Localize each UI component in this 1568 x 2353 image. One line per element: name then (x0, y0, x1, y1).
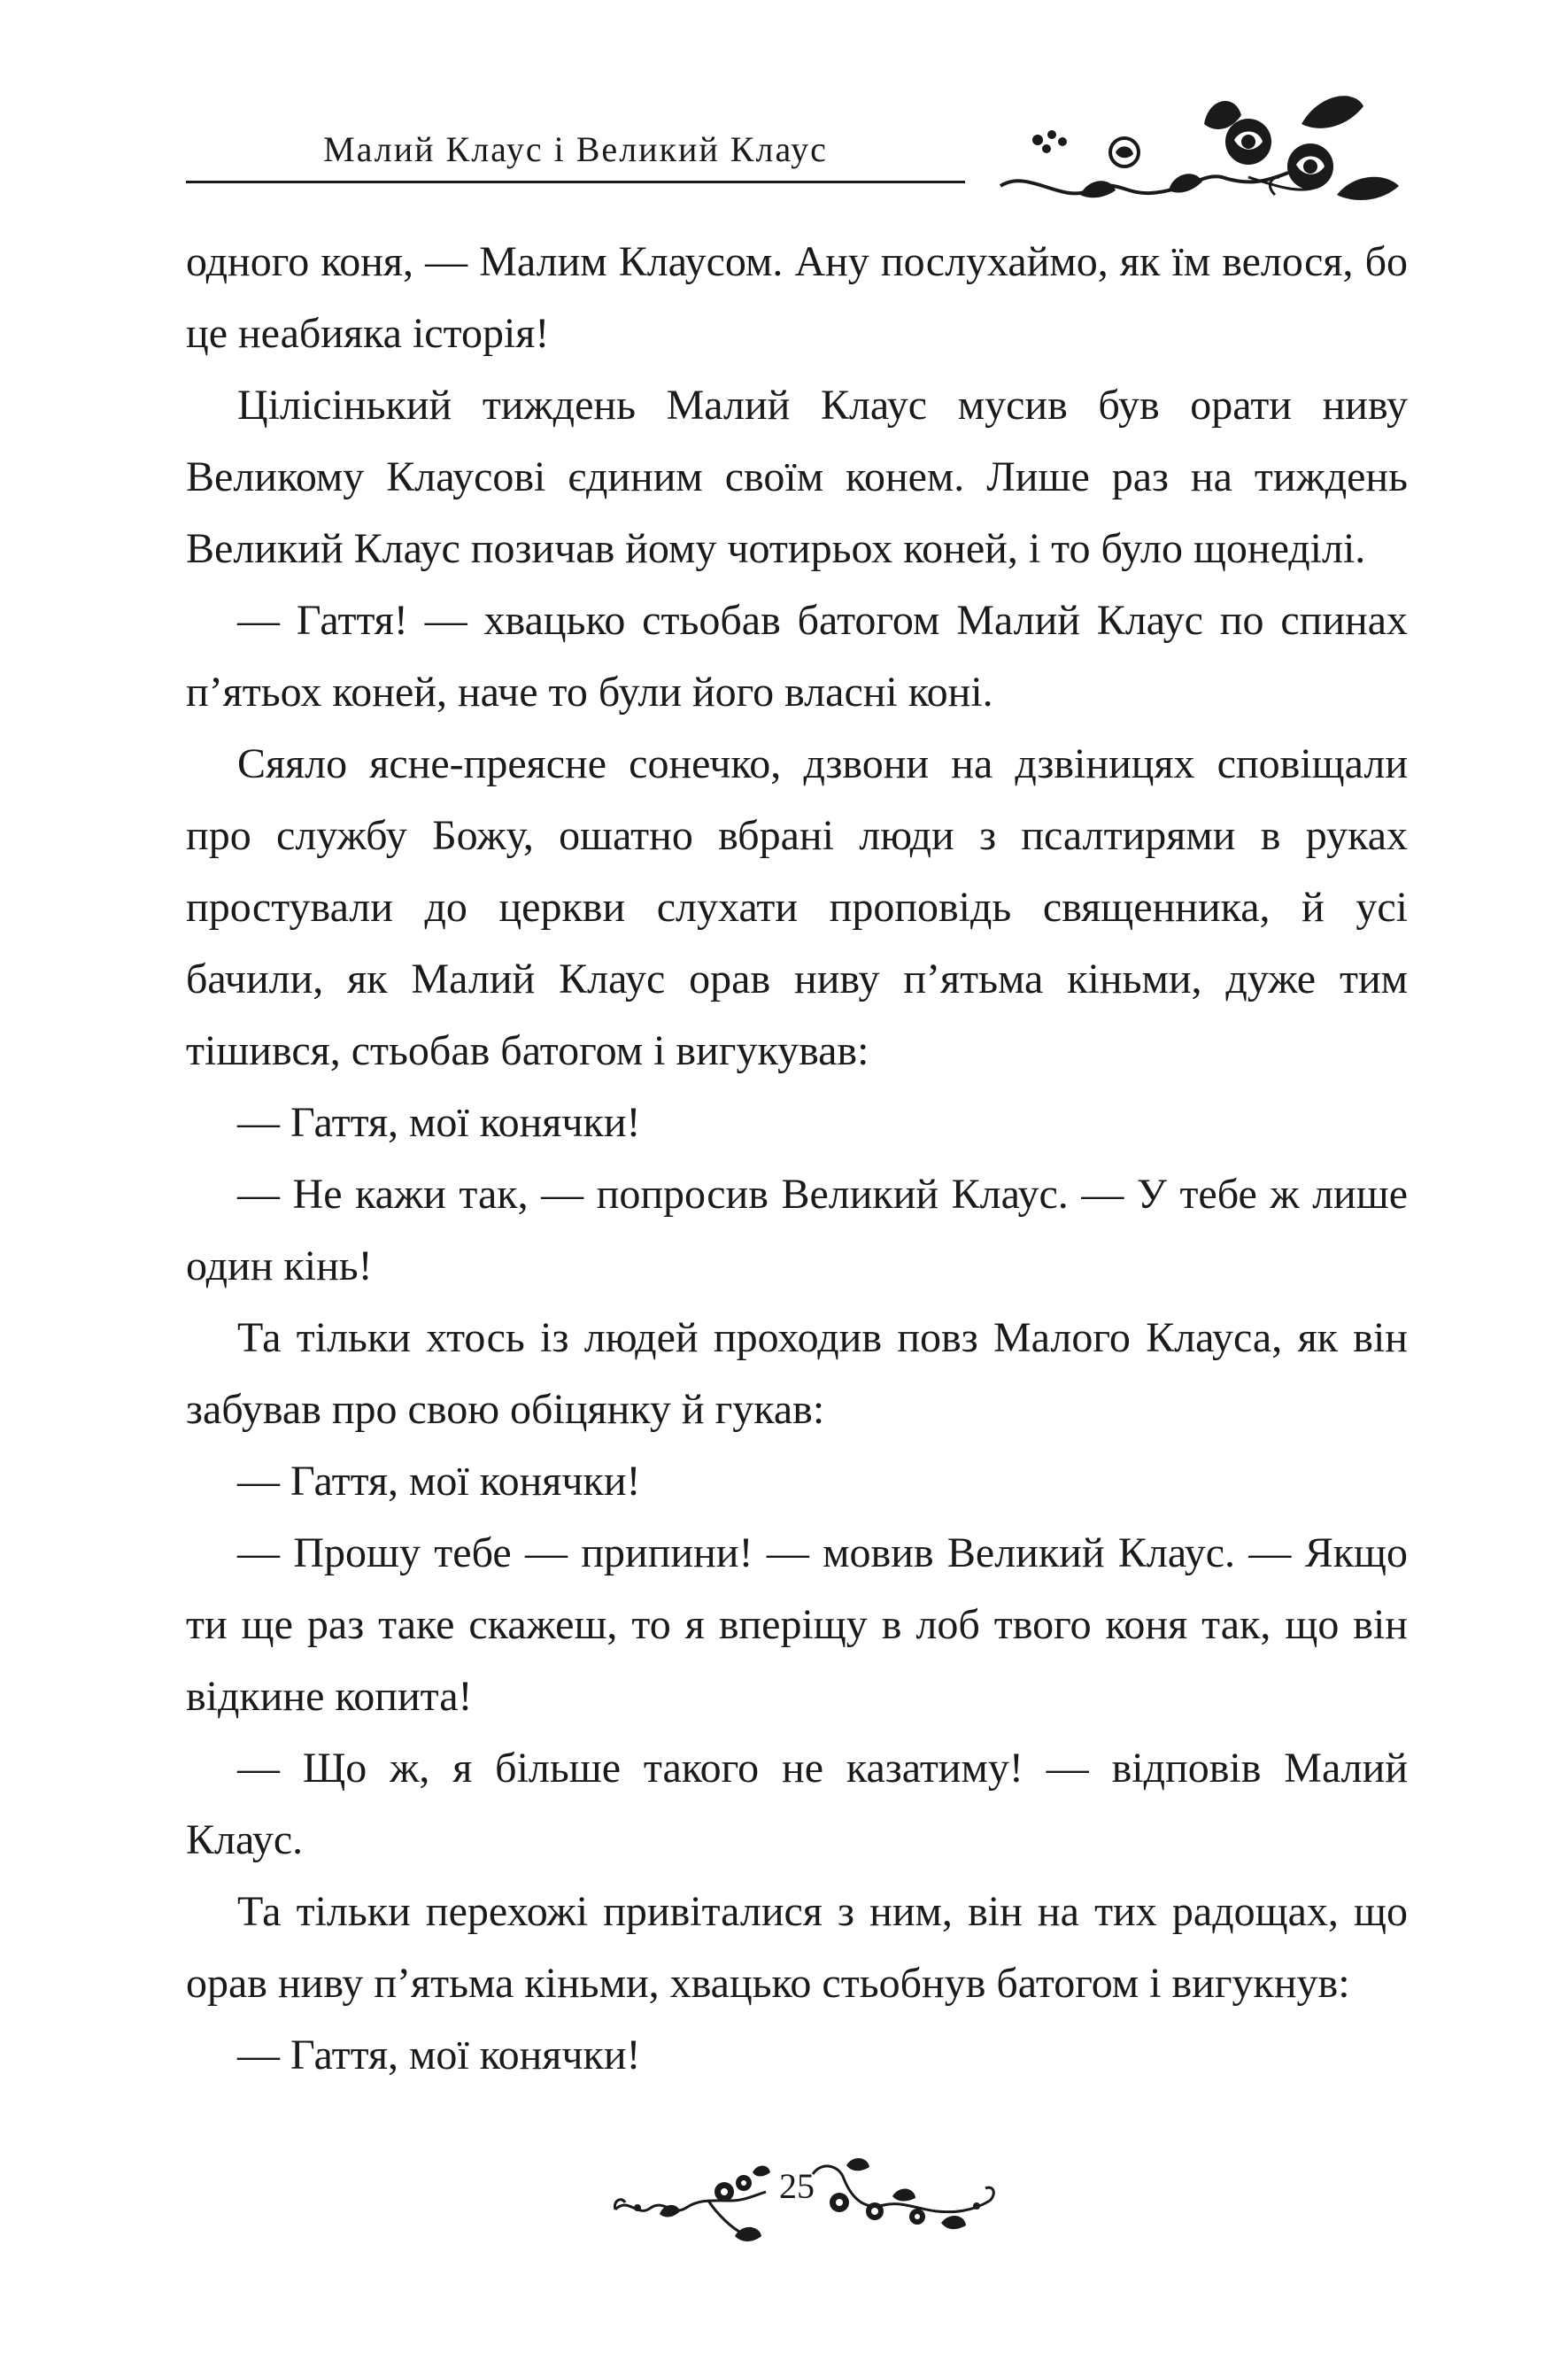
header-rule (186, 181, 965, 183)
running-title: Малий Клаус і Великий Клаус (323, 129, 828, 169)
paragraph: — Гаття, мої конячки! (237, 2032, 641, 2078)
page-header (186, 89, 1408, 204)
page-number: 25 (779, 2166, 815, 2206)
paragraph: — Прошу тебе — припини! — мовив Великий Клаус. — Якщо ти ще раз таке скажеш, то я вперіщу в лоб твого коня так, що він відкине копита! (186, 1529, 1408, 1720)
page-footer (0, 2148, 1568, 2254)
paragraph: — Гаття, мої конячки! (237, 1458, 641, 1505)
rose-vine-right-icon (804, 2148, 999, 2245)
paragraph: Та тільки хтось із людей проходив повз Малого Клауса, як він забував про свою обіцянку й гукав: (186, 1314, 1408, 1433)
story-text (186, 226, 1408, 2091)
paragraph: — Що ж, я більше такого не казатиму! — відповів Малий Клаус. (186, 1745, 1408, 1863)
paragraph: — Не кажи так, — попросив Великий Клаус. — У тебе ж лише один кінь! (186, 1171, 1408, 1289)
paragraph: одного коня, — Малим Клаусом. Ану послухаймо, як їм велося, бо це неабияка історія! (186, 238, 1408, 357)
paragraph: — Гаття! — хвацько стьобав батогом Малий Клаус по спинах п’ятьох коней, наче то були його власні коні. (186, 597, 1408, 716)
paragraph: Сяяло ясне-преясне сонечко, дзвони на дзвіницях сповіщали про службу Божу, ошатно вбрані люди з псалтирями в руках простували до церкви слухати проповідь священника, й усі бачили, як Малий Клаус орав ниву п’ятьма кіньми, дуже тим тішився, стьобав батогом і вигукував: (186, 740, 1408, 1074)
paragraph: — Гаття, мої конячки! (237, 1099, 641, 1146)
paragraph: Цілісінький тиждень Малий Клаус мусив був орати ниву Великому Клаусові єдиним своїм конем. Лише раз на тиждень Великий Клаус позичав йому чотирьох коней, і то було щонеділі. (186, 382, 1408, 572)
paragraph: Та тільки перехожі привіталися з ним, він на тих радощах, що орав ниву п’ятьма кіньми, хвацько стьобнув батогом і вигукнув: (186, 1888, 1408, 2007)
rose-vine-ornament-icon (983, 89, 1408, 204)
